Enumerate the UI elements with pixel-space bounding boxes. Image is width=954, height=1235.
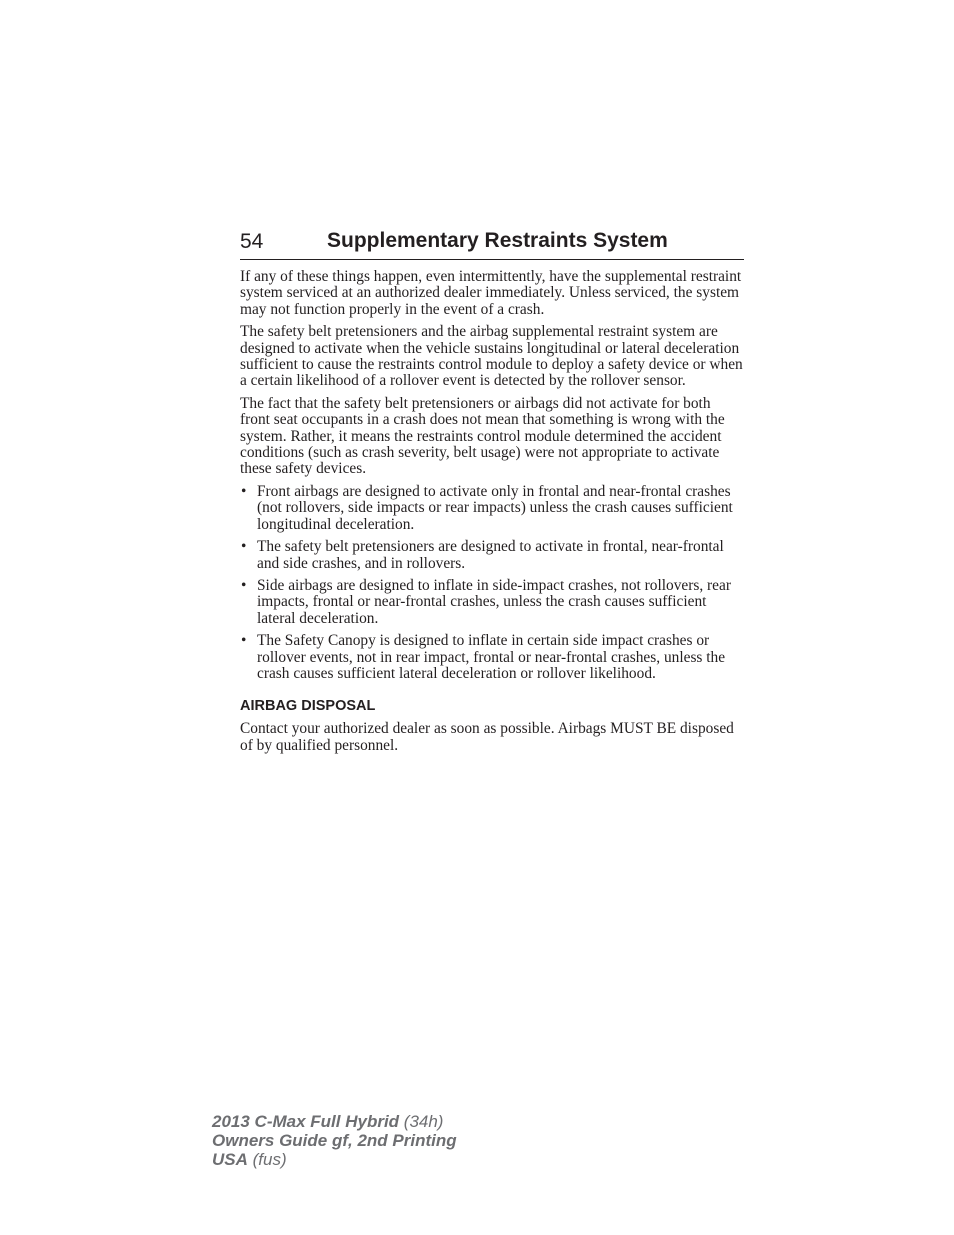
footer-model: 2013 C-Max Full Hybrid <box>212 1112 400 1131</box>
footer-line <box>212 1112 457 1131</box>
list-item <box>240 578 744 627</box>
list-item <box>240 539 744 572</box>
document-footer <box>212 1112 457 1169</box>
list-item <box>240 484 744 533</box>
bullet-icon: • <box>241 538 247 556</box>
list-item-text: Side airbags are designed to inflate in side-impact crashes, not rollovers, rear impacts, frontal or near-frontal crashes, unless the crash causes sufficient lateral deceleration. <box>257 576 731 627</box>
section-title: Supplementary Restraints System <box>327 229 668 252</box>
list-item-text: Front airbags are designed to activate only in frontal and near-frontal crashes (not rollovers, side impacts or rear impacts) unless the crash causes sufficient longitudinal deceleration. <box>257 482 733 533</box>
list-item-text: The safety belt pretensioners are designed to activate in frontal, near-frontal and side crashes, and in rollovers. <box>257 538 724 572</box>
bullet-icon: • <box>241 576 247 594</box>
footer-guide: Owners Guide gf, 2nd Printing <box>212 1131 457 1150</box>
page-content <box>240 269 744 760</box>
list-item <box>240 633 744 682</box>
footer-model-code: (34h) <box>399 1112 444 1131</box>
bullet-icon: • <box>241 482 247 500</box>
airbag-disposal-text: Contact your authorized dealer as soon as possible. Airbags MUST BE disposed of by qualified personnel. <box>240 720 734 754</box>
page-number: 54 <box>240 230 264 253</box>
footer-line <box>212 1131 457 1150</box>
bullet-icon: • <box>241 632 247 650</box>
footer-market: USA <box>212 1150 248 1169</box>
bullet-list <box>240 484 744 682</box>
body-paragraph: The fact that the safety belt pretensioners or airbags did not activate for both front seat occupants in a crash does not mean that something is wrong with the system. Rather, it means the restraints control module determined the accident conditions (such as crash severity, belt usage) were not appropriate to activate these safety devices. <box>240 394 725 478</box>
body-paragraph: If any of these things happen, even intermittently, have the supplemental restraint system serviced at an authorized dealer immediately. Unless serviced, the system may not function properly in the event of a crash. <box>240 268 742 318</box>
list-item-text: The Safety Canopy is designed to inflate in certain side impact crashes or rollover events, not in rear impact, frontal or near-frontal crashes, unless the crash causes sufficient lateral deceleration or rollover likelihood. <box>257 632 726 682</box>
body-paragraph: The safety belt pretensioners and the airbag supplemental restraint system are designed to activate when the vehicle sustains longitudinal or lateral deceleration sufficient to cause the restraints control module to deploy a safety device or when a certain likelihood of a rollover event is detected by the rollover sensor. <box>240 323 743 390</box>
page-header <box>240 228 744 260</box>
footer-line <box>212 1150 457 1169</box>
footer-market-code: (fus) <box>247 1150 287 1169</box>
airbag-disposal-heading: AIRBAG DISPOSAL <box>240 698 376 715</box>
